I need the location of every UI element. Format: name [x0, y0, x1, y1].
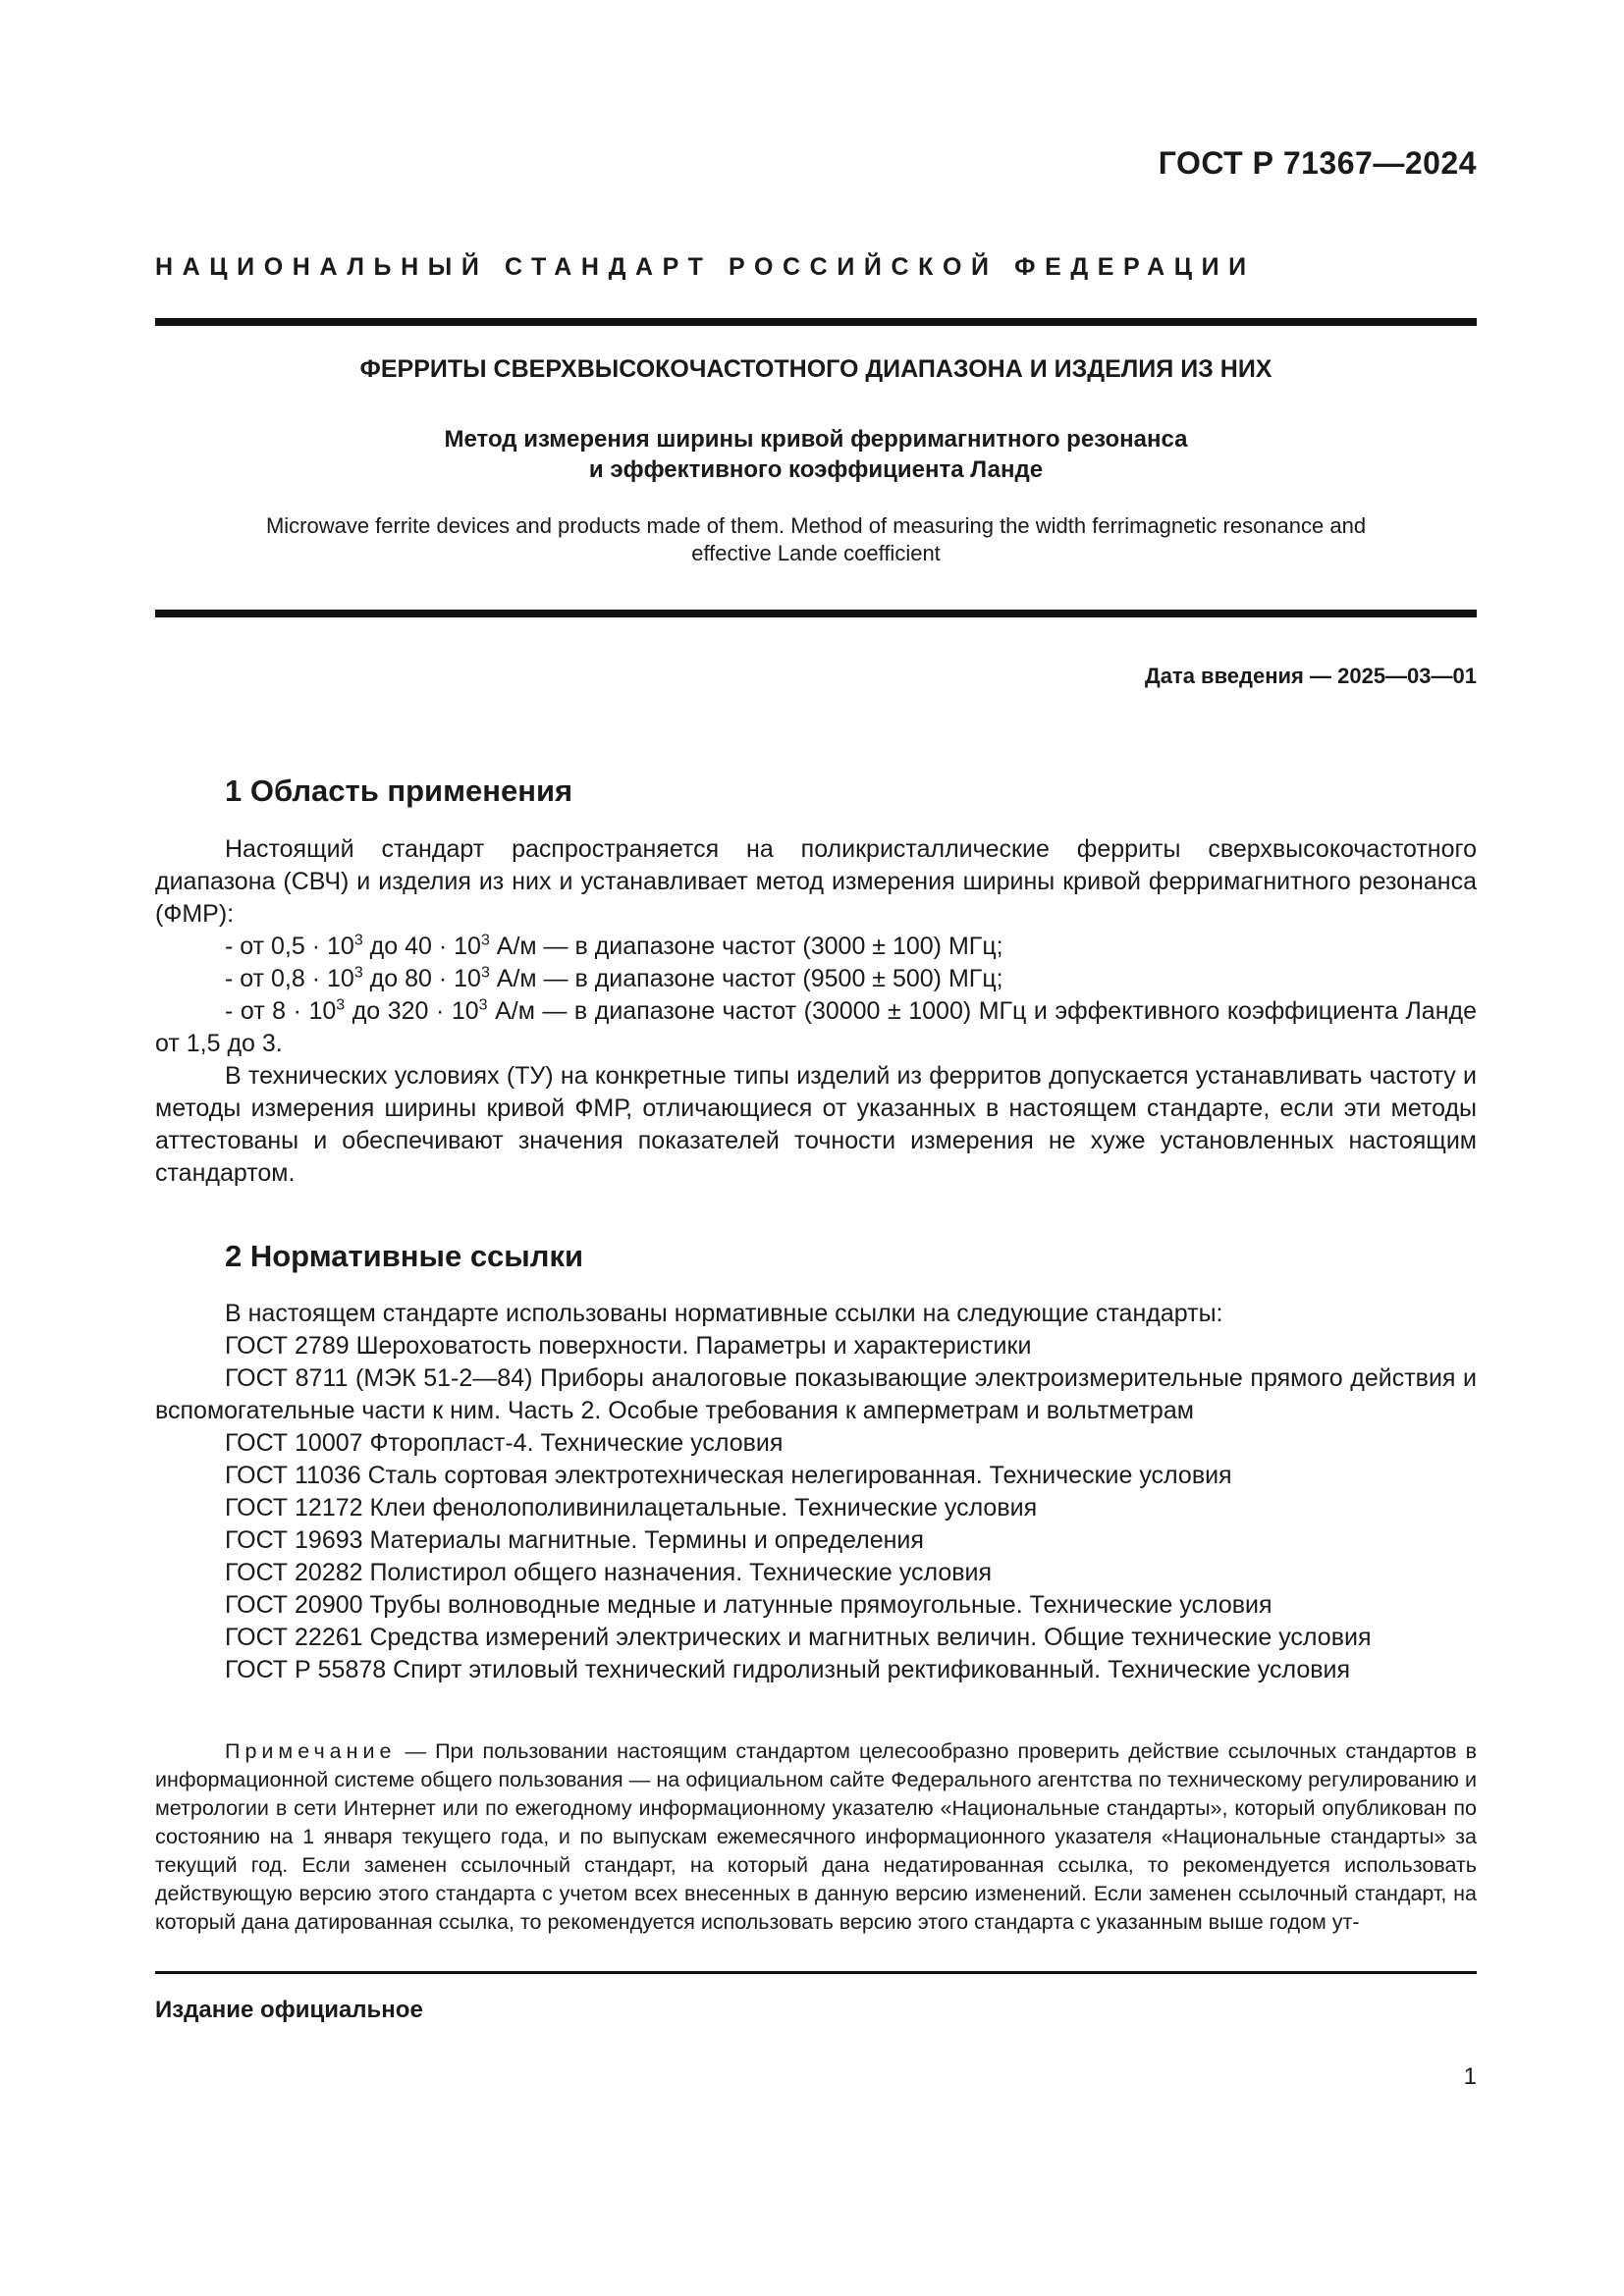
section-1-paragraph-1: Настоящий стандарт распространяется на поликристаллические ферриты сверхвысокочастотного диапазона (СВЧ) и изделия из них и устанавливает метод измерения ширины кривой ферримагнитного резонанса (ФМР):	[155, 835, 1477, 928]
reference-item: ГОСТ 20900 Трубы волноводные медные и латунные прямоугольные. Технические условия	[225, 1591, 1272, 1619]
section-2-heading: 2 Нормативные ссылки	[225, 1239, 584, 1273]
reference-item: ГОСТ 19693 Материалы магнитные. Термины и определения	[225, 1526, 924, 1554]
top-divider	[155, 318, 1477, 326]
national-standard-title: НАЦИОНАЛЬНЫЙ СТАНДАРТ РОССИЙСКОЙ ФЕДЕРАЦИИ	[155, 253, 1256, 281]
section-1-heading: 1 Область применения	[225, 774, 573, 808]
range-item-3: - от $8 \cdot 10^3$ до $320 \cdot 10^3$ А/м — в диапазоне частот (30000 ± 1000) МГц и эффективного коэффициента Ланде от 1,5 до 3.	[155, 996, 1478, 1057]
note-block	[155, 1737, 1477, 1937]
section-2-intro: В настоящем стандарте использованы нормативные ссылки на следующие стандарты:	[225, 1300, 1223, 1327]
english-title-line-1: Microwave ferrite devices and products made of them. Method of measuring the width ferrimagnetic resonance and	[265, 513, 1367, 538]
range-item-2: - от $0,8 \cdot 10^3$ до $80 \cdot 10^3$ А/м — в диапазоне частот (9500 ± 500) МГц;	[225, 964, 1003, 992]
gost-code: ГОСТ Р 71367—2024	[1158, 145, 1477, 181]
section-1-paragraph-2: В технических условиях (ТУ) на конкретные типы изделий из ферритов допускается устанавливать частоту и методы измерения ширины кривой ФМР, отличающиеся от указанных в настоящем стандарте, если эти методы аттестованы и обеспечивают значения показателей точности измерения не хуже установленных настоящим стандартом.	[155, 1062, 1477, 1187]
reference-item: ГОСТ 11036 Сталь сортовая электротехническая нелегированная. Технические условия	[225, 1462, 1232, 1489]
document-subtitle	[155, 424, 1477, 485]
page-number: 1	[1463, 2063, 1477, 2090]
reference-item: ГОСТ 22261 Средства измерений электрических и магнитных величин. Общие технические условия	[225, 1624, 1372, 1651]
english-title-line-2: effective Lande coefficient	[691, 541, 941, 565]
reference-item: ГОСТ 20282 Полистирол общего назначения. Технические условия	[225, 1559, 993, 1586]
reference-item: ГОСТ Р 55878 Спирт этиловый технический гидролизный ректификованный. Технические условия	[225, 1656, 1351, 1683]
note-label: Примечание	[225, 1739, 397, 1763]
subtitle-line-1: Метод измерения ширины кривой ферримагнитного резонанса	[444, 426, 1188, 453]
document-title: ФЕРРИТЫ СВЕРХВЫСОКОЧАСТОТНОГО ДИАПАЗОНА И ИЗДЕЛИЯ ИЗ НИХ	[359, 355, 1272, 383]
reference-item: ГОСТ 2789 Шероховатость поверхности. Параметры и характеристики	[225, 1332, 1032, 1360]
note-paragraph	[155, 1737, 1477, 1937]
title-divider	[155, 610, 1477, 617]
footer-divider	[155, 1971, 1477, 1974]
note-text: — При пользовании настоящим стандартом целесообразно проверить действие ссылочных стандартов в информационной системе общего пользования — на официальном сайте Федерального агентства по техническому регулированию и метрологии в сети Интернет или по ежегодному информационному указателю «Национальные стандарты», который опубликован по состоянию на 1 января текущего года, и по выпускам ежемесячного информационного указателя «Национальные стандарты» за текущий год. Если заменен ссылочный стандарт, на который дана недатированная ссылка, то рекомендуется использовать действующую версию этого стандарта с учетом всех внесенных в данную версию изменений. Если заменен ссылочный стандарт, на который дана датированная ссылка, то рекомендуется использовать версию этого стандарта с указанным выше годом ут-	[155, 1739, 1477, 1934]
intro-date: Дата введения — 2025—03—01	[1145, 664, 1477, 688]
official-edition: Издание официальное	[155, 1997, 423, 2023]
section-2-body	[155, 1298, 1477, 1686]
english-title	[155, 512, 1477, 567]
reference-item: ГОСТ 12172 Клеи фенолополивинилацетальные. Технические условия	[225, 1494, 1038, 1522]
section-1-body	[155, 833, 1477, 1190]
subtitle-line-2: и эффективного коэффициента Ланде	[588, 456, 1044, 483]
range-item-1: - от $0,5 \cdot 10^3$ до $40 \cdot 10^3$ А/м — в диапазоне частот (3000 ± 100) МГц;	[225, 932, 1003, 960]
reference-item: ГОСТ 8711 (МЭК 51-2—84) Приборы аналоговые показывающие электроизмерительные прямого действия и вспомогательные части к ним. Часть 2. Особые требования к амперметрам и вольтметрам	[155, 1364, 1477, 1424]
reference-item: ГОСТ 10007 Фторопласт-4. Технические условия	[225, 1429, 784, 1457]
